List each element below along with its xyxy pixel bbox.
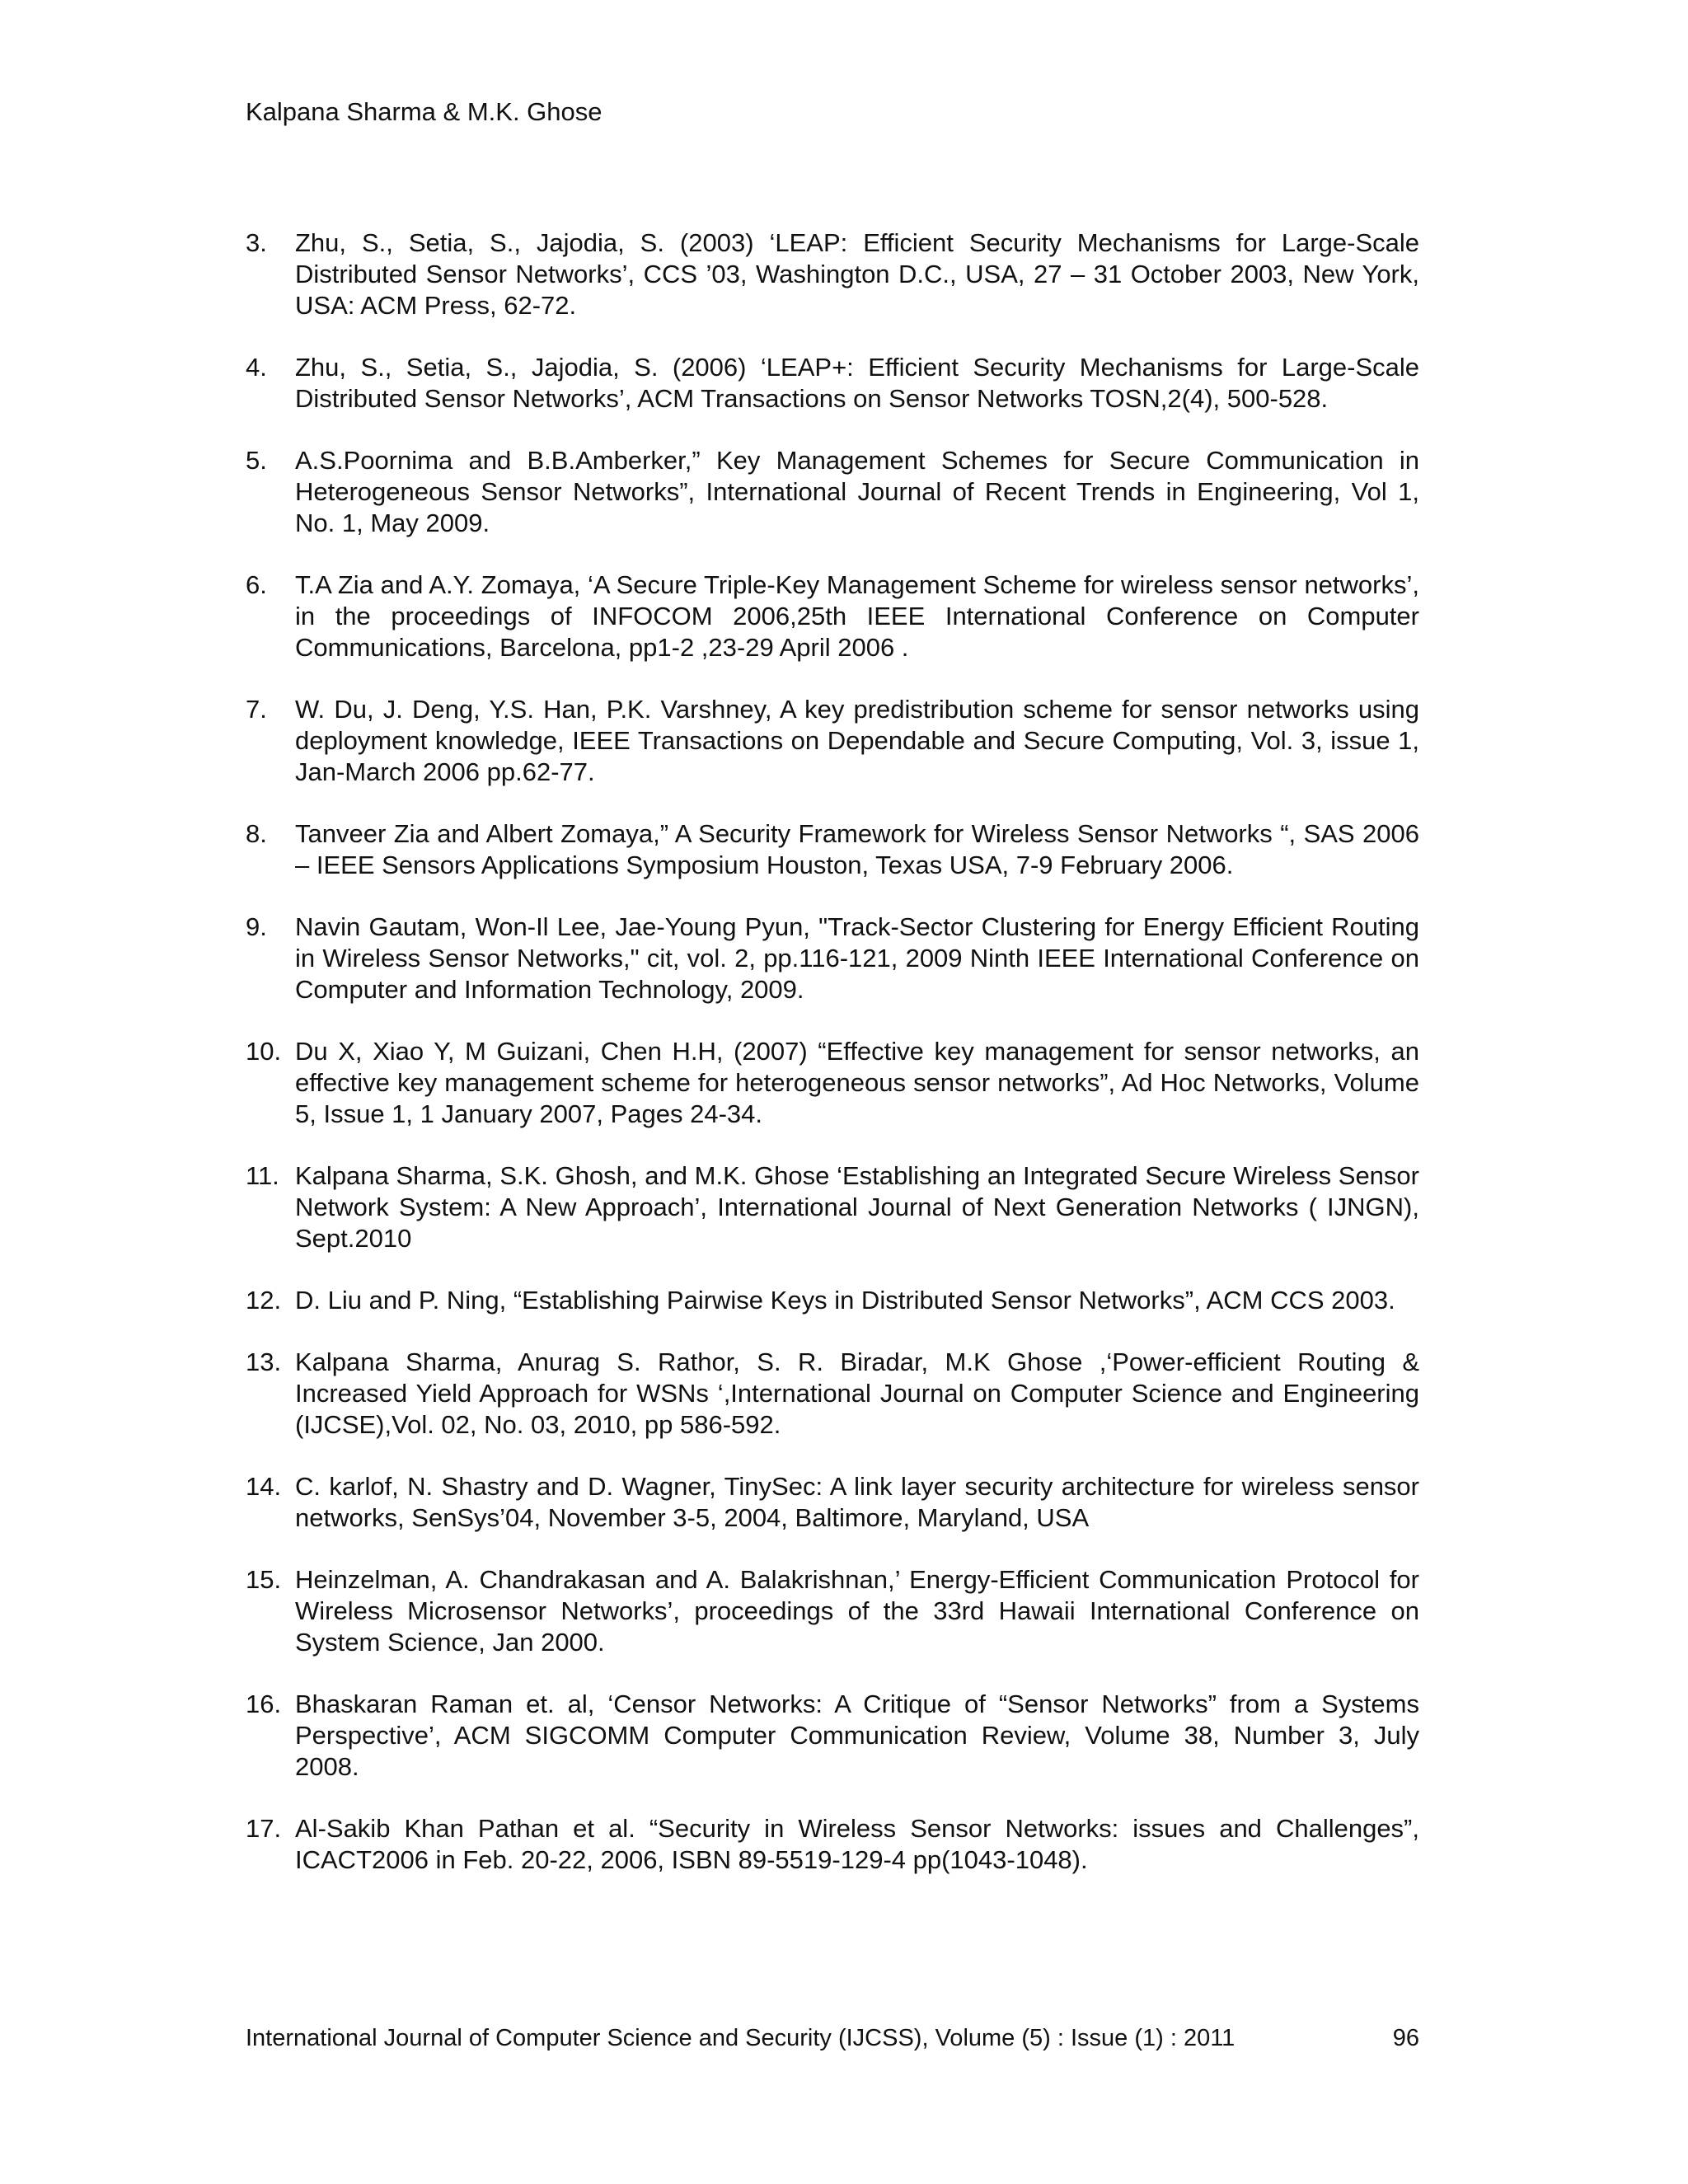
reference-item (246, 445, 1419, 539)
reference-text: Heinzelman, A. Chandrakasan and A. Balakrishnan,’ Energy-Efficient Communication Protocol for Wireless Microsensor Networks’, proceedings of the 33rd Hawaii International Conference on System Science, Jan 2000. (295, 1565, 1419, 1657)
reference-text: Tanveer Zia and Albert Zomaya,” A Security Framework for Wireless Sensor Networks “, SAS 2006 – IEEE Sensors Applications Symposium Houston, Texas USA, 7-9 February 2006. (295, 819, 1419, 879)
reference-text: A.S.Poornima and B.B.Amberker,” Key Management Schemes for Secure Communication in Heterogeneous Sensor Networks”, International Journal of Recent Trends in Engineering, Vol 1, No. 1, May 2009. (295, 446, 1419, 537)
reference-number: 9. (246, 912, 267, 941)
reference-text: Zhu, S., Setia, S., Jajodia, S. (2006) ‘LEAP+: Efficient Security Mechanisms for Large-Scale Distributed Sensor Networks’, ACM Transactions on Sensor Networks TOSN,2(4), 500-528. (295, 353, 1419, 413)
reference-item (246, 1160, 1419, 1254)
reference-text: Zhu, S., Setia, S., Jajodia, S. (2003) ‘LEAP: Efficient Security Mechanisms for Large-Scale Distributed Sensor Networks’, CCS ’03, Washington D.C., USA, 27 – 31 October 2003, New York, USA: ACM Press, 62-72. (295, 228, 1419, 320)
reference-number: 14. (246, 1472, 282, 1501)
reference-number: 5. (246, 446, 267, 475)
reference-number: 11. (246, 1161, 279, 1190)
reference-item (246, 1689, 1419, 1783)
reference-item (246, 227, 1419, 321)
reference-item (246, 1285, 1419, 1316)
footer-journal-citation: International Journal of Computer Science and Security (IJCSS), Volume (5) : Issue (1) : 2011 (246, 2025, 1236, 2051)
reference-number: 13. (246, 1347, 282, 1376)
reference-number: 4. (246, 353, 267, 382)
reference-number: 17. (246, 1814, 282, 1843)
reference-text: Navin Gautam, Won-Il Lee, Jae-Young Pyun, "Track-Sector Clustering for Energy Efficient Routing in Wireless Sensor Networks," cit, vol. 2, pp.116-121, 2009 Ninth IEEE International Conference on Computer and Information Technology, 2009. (295, 912, 1419, 1004)
reference-text: Kalpana Sharma, Anurag S. Rathor, S. R. Biradar, M.K Ghose ,‘Power-efficient Routing & Increased Yield Approach for WSNs ‘,International Journal on Computer Science and Engineering (IJCSE),Vol. 02, No. 03, 2010, pp 586-592. (295, 1347, 1419, 1439)
reference-item (246, 1471, 1419, 1534)
reference-text: Kalpana Sharma, S.K. Ghosh, and M.K. Ghose ‘Establishing an Integrated Secure Wireless Sensor Network System: A New Approach’, International Journal of Next Generation Networks ( IJNGN), Sept.2010 (295, 1161, 1419, 1253)
reference-list (246, 227, 1419, 1906)
reference-number: 12. (246, 1286, 282, 1315)
reference-item (246, 569, 1419, 663)
reference-item (246, 352, 1419, 415)
reference-item (246, 1347, 1419, 1441)
reference-item (246, 694, 1419, 788)
reference-text: T.A Zia and A.Y. Zomaya, ‘A Secure Triple-Key Management Scheme for wireless sensor networks’, in the proceedings of INFOCOM 2006,25th IEEE International Conference on Computer Communications, Barcelona, pp1-2 ,23-29 April 2006 . (295, 570, 1419, 662)
reference-item (246, 1036, 1419, 1130)
reference-text: Al-Sakib Khan Pathan et al. “Security in Wireless Sensor Networks: issues and Challenges”, ICACT2006 in Feb. 20-22, 2006, ISBN 89-5519-129-4 pp(1043-1048). (295, 1814, 1419, 1874)
reference-number: 7. (246, 695, 267, 724)
reference-item (246, 1813, 1419, 1876)
reference-number: 16. (246, 1690, 282, 1718)
reference-number: 6. (246, 570, 267, 599)
reference-text: C. karlof, N. Shastry and D. Wagner, TinySec: A link layer security architecture for wireless sensor networks, SenSys’04, November 3-5, 2004, Baltimore, Maryland, USA (295, 1472, 1419, 1532)
reference-item (246, 818, 1419, 881)
reference-item (246, 912, 1419, 1005)
page-number: 96 (1392, 2025, 1419, 2051)
reference-number: 3. (246, 228, 267, 257)
reference-number: 10. (246, 1037, 282, 1066)
reference-text: Du X, Xiao Y, M Guizani, Chen H.H, (2007) “Effective key management for sensor networks, an effective key management scheme for heterogeneous sensor networks”, Ad Hoc Networks, Volume 5, Issue 1, 1 January 2007, Pages 24-34. (295, 1037, 1419, 1128)
reference-text: Bhaskaran Raman et. al, ‘Censor Networks: A Critique of “Sensor Networks” from a Systems Perspective’, ACM SIGCOMM Computer Communication Review, Volume 38, Number 3, July 2008. (295, 1690, 1419, 1781)
reference-number: 8. (246, 819, 267, 848)
reference-item (246, 1564, 1419, 1658)
reference-text: D. Liu and P. Ning, “Establishing Pairwise Keys in Distributed Sensor Networks”, ACM CCS 2003. (295, 1286, 1395, 1315)
reference-number: 15. (246, 1565, 282, 1594)
running-header-authors: Kalpana Sharma & M.K. Ghose (246, 97, 603, 126)
reference-text: W. Du, J. Deng, Y.S. Han, P.K. Varshney, A key predistribution scheme for sensor networks using deployment knowledge, IEEE Transactions on Dependable and Secure Computing, Vol. 3, issue 1, Jan-March 2006 pp.62-77. (295, 695, 1419, 786)
